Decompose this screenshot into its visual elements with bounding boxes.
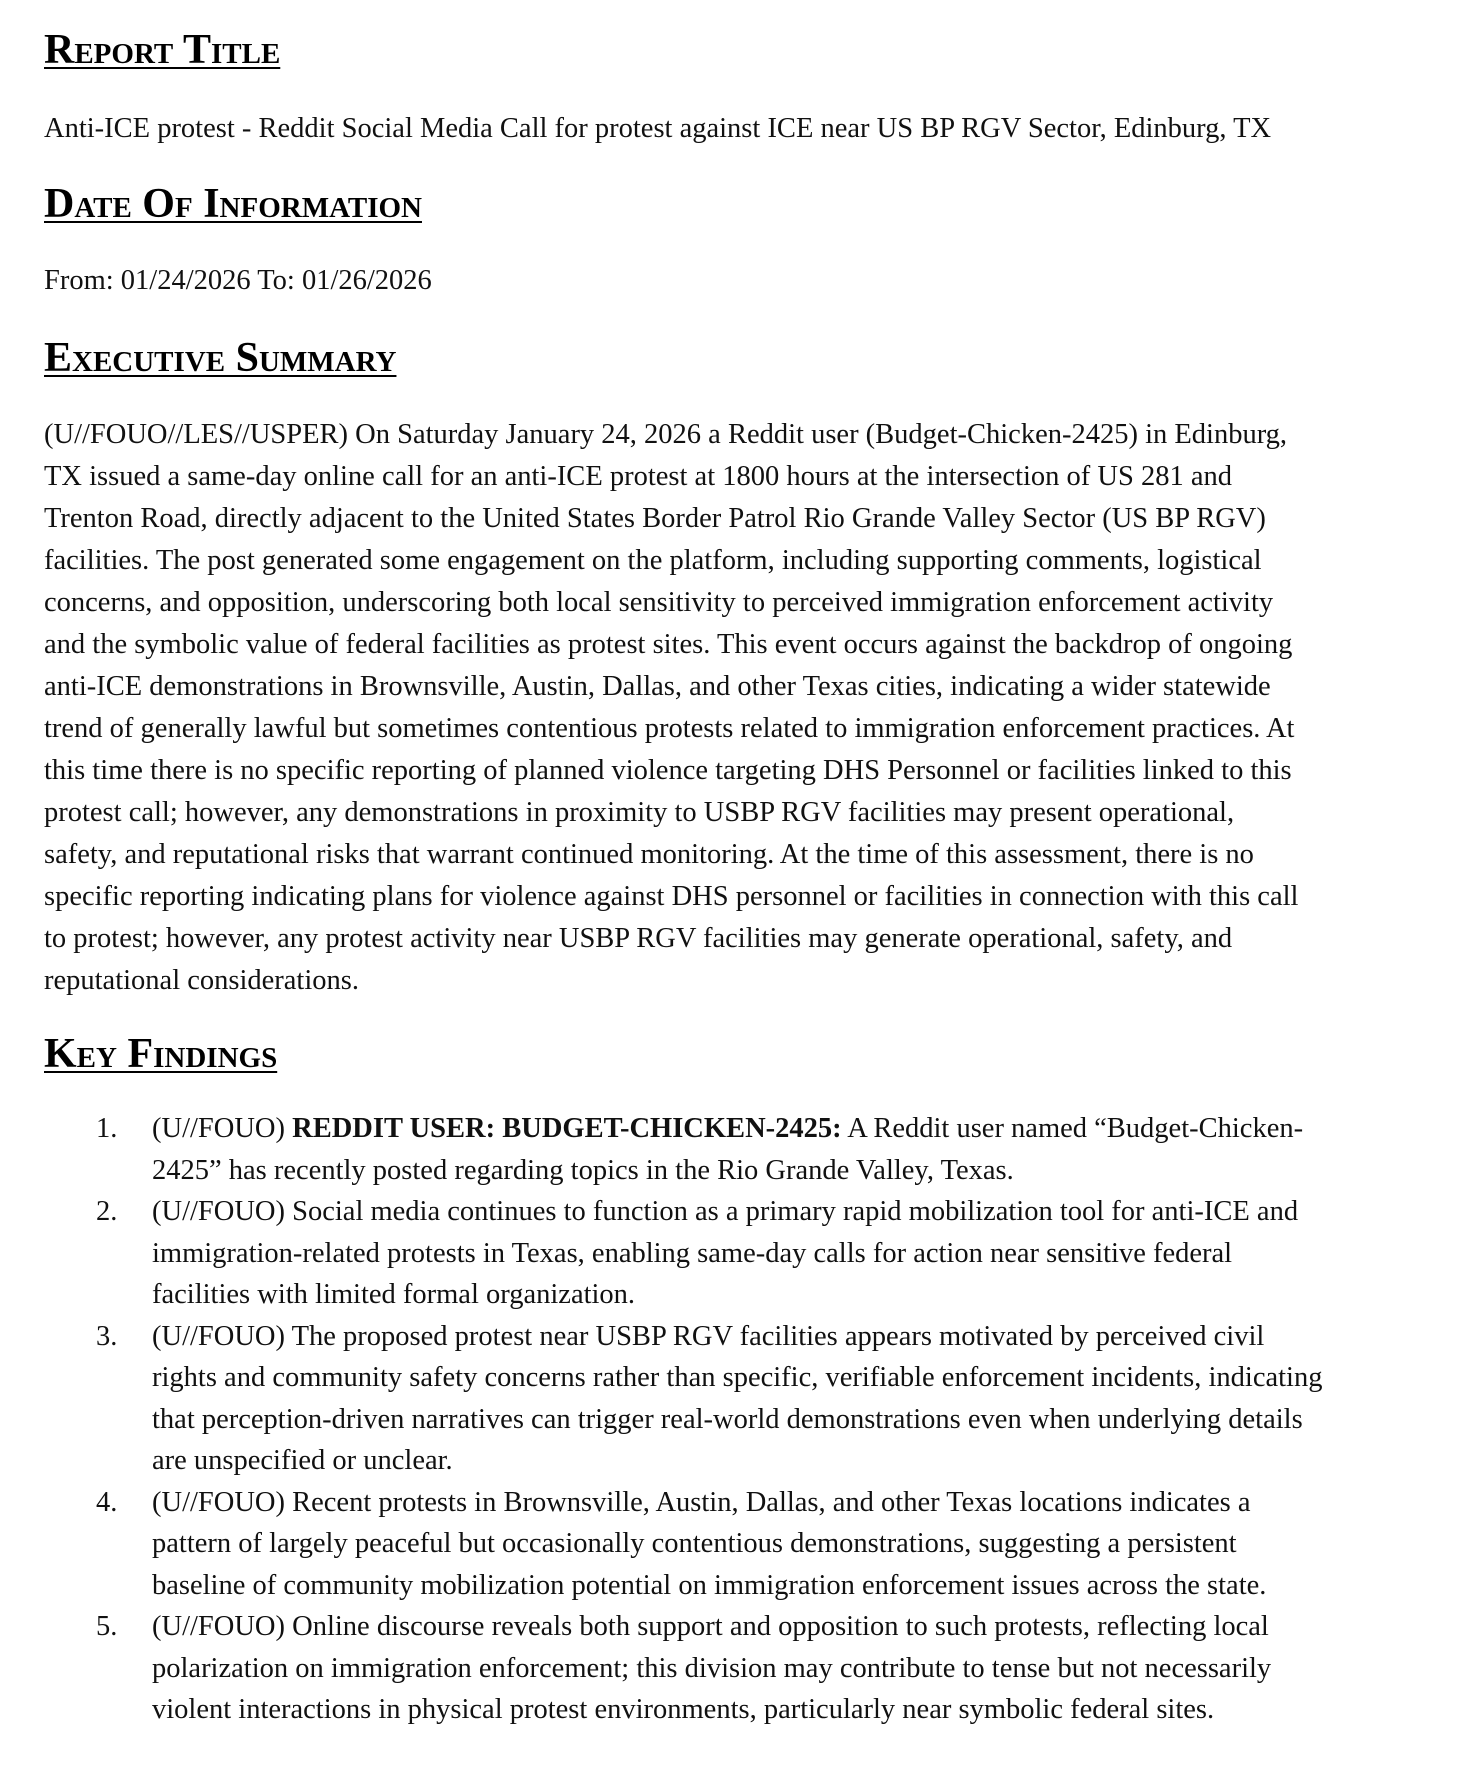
summary-line: safety, and reputational risks that warrant continued monitoring. At the time of this assessment, there is no <box>44 839 1254 870</box>
finding-line: rights and community safety concerns rather than specific, verifiable enforcement incidents, indicating <box>152 1362 1323 1393</box>
finding-line: are unspecified or unclear. <box>152 1445 453 1476</box>
finding-line: (U//FOUO) Online discourse reveals both support and opposition to such protests, reflecting local <box>152 1611 1269 1642</box>
finding-line: (U//FOUO) Recent protests in Brownsville, Austin, Dallas, and other Texas locations indicates a <box>152 1486 1251 1518</box>
finding-line <box>152 1108 1466 1150</box>
report-title-text: Anti-ICE protest - Reddit Social Media Call for protest against ICE near US BP RGV Sector, Edinburg, TX <box>44 113 1272 144</box>
summary-line: facilities. The post generated some engagement on the platform, including supporting comments, logistical <box>44 545 1262 576</box>
finding-item <box>0 1191 1466 1316</box>
finding-item <box>0 1316 1466 1482</box>
finding-line: 2425” has recently posted regarding topics in the Rio Grande Valley, Texas. <box>152 1154 1014 1186</box>
finding-line: baseline of community mobilization potential on immigration enforcement issues across the state. <box>152 1569 1267 1601</box>
finding-number: 5. <box>96 1611 118 1642</box>
finding-classification: (U//FOUO) <box>152 1113 293 1144</box>
finding-item <box>0 1606 1466 1731</box>
finding-number: 3. <box>96 1320 118 1352</box>
summary-line: trend of generally lawful but sometimes contentious protests related to immigration enforcement practices. At <box>44 713 1295 744</box>
key-findings-list <box>0 1108 1466 1731</box>
summary-line: Trenton Road, directly adjacent to the United States Border Patrol Rio Grande Valley Sector (US BP RGV) <box>44 503 1266 534</box>
summary-line: and the symbolic value of federal facilities as protest sites. This event occurs against the backdrop of ongoing <box>44 629 1293 660</box>
finding-line: violent interactions in physical protest environments, particularly near symbolic federal sites. <box>152 1694 1215 1725</box>
finding-subject: REDDIT USER: BUDGET-CHICKEN-2425: <box>292 1113 842 1144</box>
summary-line: this time there is no specific reporting of planned violence targeting DHS Personnel or facilities linked to this <box>44 755 1292 786</box>
finding-line: immigration-related protests in Texas, enabling same-day calls for action near sensitive federal <box>152 1237 1233 1269</box>
summary-line: protest call; however, any demonstrations in proximity to USBP RGV facilities may present operational, <box>44 797 1235 828</box>
summary-line: anti-ICE demonstrations in Brownsville, Austin, Dallas, and other Texas cities, indicating a wider statewide <box>44 671 1271 702</box>
finding-line: (U//FOUO) The proposed protest near USBP RGV facilities appears motivated by perceived civil <box>152 1320 1265 1352</box>
finding-text: A Reddit user named “Budget-Chicken- <box>841 1113 1304 1144</box>
date-of-information-text: From: 01/24/2026 To: 01/26/2026 <box>44 265 432 296</box>
finding-line: pattern of largely peaceful but occasionally contentious demonstrations, suggesting a persistent <box>152 1528 1237 1559</box>
executive-summary-paragraph <box>44 414 1444 1002</box>
finding-number: 2. <box>96 1196 118 1227</box>
summary-line: TX issued a same-day online call for an anti-ICE protest at 1800 hours at the intersection of US 281 and <box>44 461 1232 492</box>
key-findings-heading: Key Findings <box>44 1031 278 1077</box>
finding-line: facilities with limited formal organization. <box>152 1279 636 1310</box>
summary-line: specific reporting indicating plans for violence against DHS personnel or facilities in connection with this call <box>44 881 1299 912</box>
finding-number: 1. <box>96 1113 118 1144</box>
finding-line: (U//FOUO) Social media continues to function as a primary rapid mobilization tool for anti-ICE and <box>152 1196 1299 1227</box>
summary-line: (U//FOUO//LES//USPER) On Saturday January 24, 2026 a Reddit user (Budget-Chicken-2425) in Edinburg, <box>44 419 1288 450</box>
executive-summary-heading: Executive Summary <box>44 335 397 381</box>
report-title-heading: Report Title <box>44 27 281 73</box>
summary-line: concerns, and opposition, underscoring both local sensitivity to perceived immigration enforcement activity <box>44 587 1274 618</box>
summary-line: to protest; however, any protest activity near USBP RGV facilities may generate operational, safety, and <box>44 923 1233 954</box>
finding-item <box>0 1108 1466 1191</box>
finding-item <box>0 1482 1466 1607</box>
finding-line: that perception-driven narratives can trigger real-world demonstrations even when underlying details <box>152 1403 1303 1435</box>
finding-number: 4. <box>96 1486 118 1518</box>
date-of-information-heading: Date Of Information <box>44 181 422 227</box>
summary-line: reputational considerations. <box>44 965 359 996</box>
finding-line: polarization on immigration enforcement; this division may contribute to tense but not necessarily <box>152 1652 1272 1684</box>
